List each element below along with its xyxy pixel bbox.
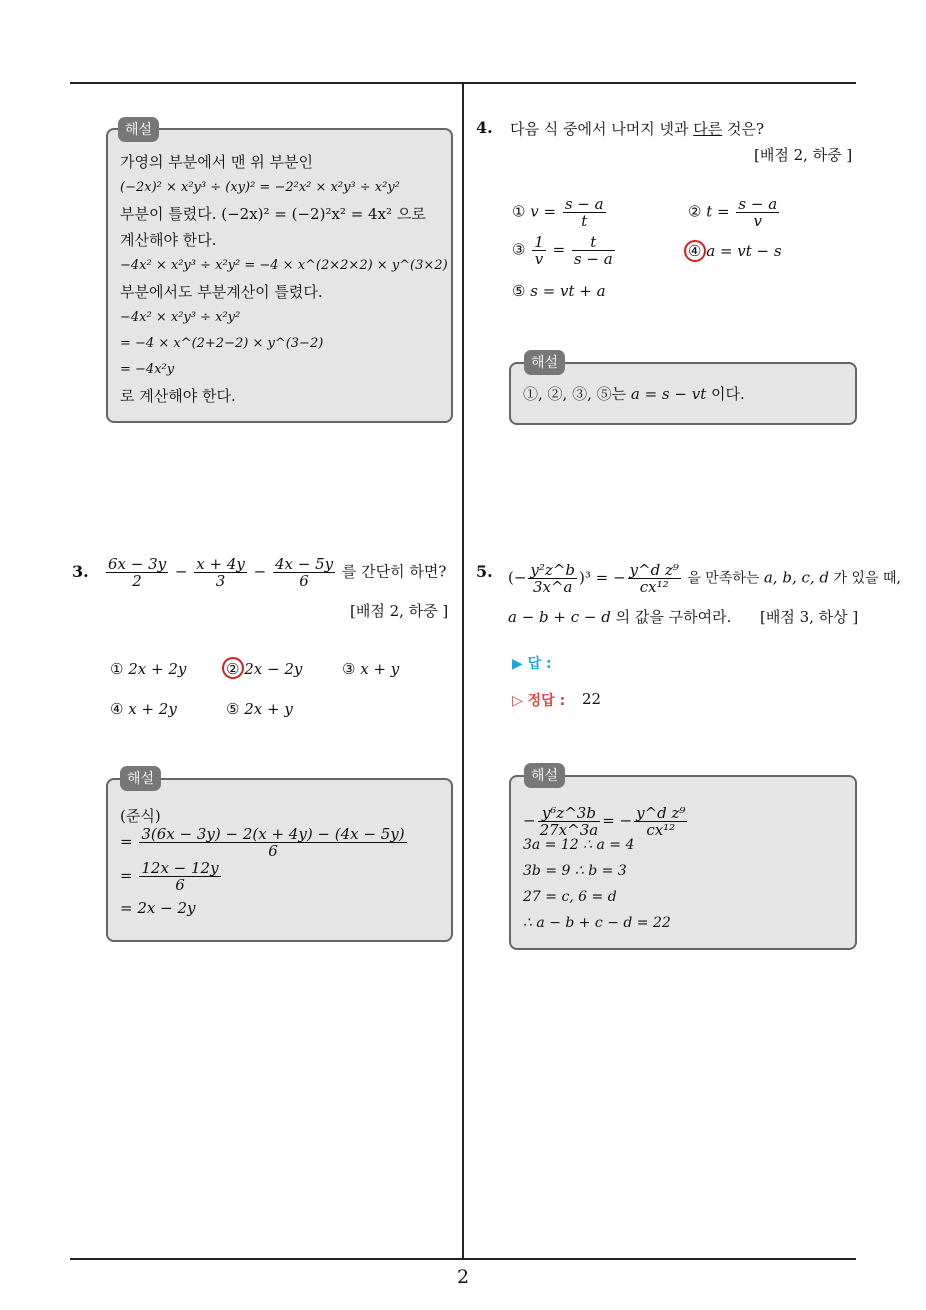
numerator: y²z^b [530, 561, 575, 579]
equals: = [120, 866, 133, 885]
denominator: 2 [132, 572, 142, 590]
option-1[interactable] [512, 196, 608, 229]
question-text [104, 556, 446, 589]
numerator: x + 4y [196, 555, 245, 573]
option-text: 2x + 2y [128, 660, 187, 678]
option-text: a = vt − s [706, 242, 782, 260]
question-text-tail: 를 간단히 하면? [341, 562, 447, 581]
sol-line: ∴ a − b + c − d = 22 [523, 915, 671, 931]
denominator: t [581, 212, 588, 230]
fraction [538, 805, 601, 838]
sol-line: 27 = c, 6 = d [523, 889, 617, 905]
denominator: 27x^3a [539, 821, 599, 839]
sol-math: a = s − vt [630, 385, 707, 403]
equals: = − [602, 811, 633, 830]
denominator: v [753, 212, 762, 230]
denominator: 3 [215, 572, 226, 590]
solution-tag: 해설 [524, 350, 565, 375]
question-text-3: 의 값을 구하여라. [610, 608, 732, 626]
option-text: 2x + y [244, 700, 293, 718]
sol-text-b: 이다. [706, 385, 745, 403]
numerator: y^d z⁹ [629, 561, 679, 579]
correct-answer-label: ▷ 정답 : [512, 693, 566, 709]
sol-line: (준식) [120, 807, 161, 825]
column-divider [462, 84, 464, 1258]
selected-answer-circle [222, 657, 244, 679]
option-mark: ② [688, 202, 702, 221]
denominator: s − a [573, 250, 613, 268]
numerator: 12x − 12y [141, 859, 219, 877]
option-text: s = vt + a [530, 282, 606, 300]
sol-line: 3b = 9 ∴ b = 3 [523, 863, 627, 879]
question-text [510, 118, 764, 139]
minus-sign: − [174, 562, 188, 581]
fraction [563, 196, 606, 229]
score-label: [배점 3, 하상 ] [760, 608, 859, 626]
numerator: 4x − 5y [275, 555, 334, 573]
score-label: [배점 2, 하중 ] [350, 602, 449, 620]
denominator: cx¹² [639, 578, 669, 596]
denominator: v [534, 250, 544, 268]
option-mark: ③ [342, 660, 356, 678]
option-lhs: v = [530, 202, 557, 221]
answer-label: ▶ 답 : [512, 656, 552, 672]
option-text: x + y [360, 660, 400, 678]
equals: = [552, 240, 566, 259]
question-text-1: 을 만족하는 [682, 570, 764, 587]
fraction [273, 556, 335, 589]
option-3[interactable] [512, 234, 617, 267]
question-text-underlined: 다른 [693, 120, 723, 138]
score-label: [배점 2, 하중 ] [754, 146, 853, 164]
question-text [508, 562, 901, 595]
variables: a, b, c, d [763, 568, 830, 587]
option-mark: ④ [688, 242, 702, 260]
sol-text-a: ①, ②, ③, ⑤는 [523, 385, 631, 403]
fraction [194, 556, 247, 589]
option-mark: ② [226, 660, 240, 678]
option-4[interactable] [110, 700, 177, 718]
fraction [572, 234, 615, 267]
denominator: 6 [299, 572, 309, 590]
option-mark: ① [512, 202, 526, 221]
sol-line: = −4x²y [120, 362, 175, 377]
sol-line: −4x² × x²y³ ÷ x²y² [120, 310, 241, 325]
option-text: 2x − 2y [244, 660, 303, 678]
fraction [139, 826, 406, 859]
page-number: 2 [456, 1266, 470, 1288]
fraction [139, 860, 220, 893]
solution-box-q3 [106, 778, 453, 942]
solution-box-top-left [106, 128, 453, 423]
fraction [628, 562, 681, 595]
fraction [528, 562, 577, 595]
question-number: 3. [72, 562, 89, 581]
sol-line: 부분이 틀렸다. (−2x)² = (−2)²x² = 4x² 으로 [120, 205, 426, 223]
numerator: 1 [534, 233, 544, 251]
sol-line: = −4 × x^(2+2−2) × y^(3−2) [120, 336, 324, 351]
question-text-b: 것은? [722, 120, 765, 138]
solution-tag: 해설 [120, 766, 161, 791]
expression: a − b + c − d [508, 608, 611, 626]
fraction [532, 234, 546, 267]
question-text-2: 가 있을 때, [829, 570, 901, 587]
numerator: s − a [738, 195, 778, 213]
sol-line: = 2x − 2y [120, 899, 196, 917]
numerator: 3(6x − 3y) − 2(x + 4y) − (4x − 5y) [141, 825, 405, 843]
equals: = [120, 832, 133, 851]
sol-line: (−2x)² × x²y³ ÷ (xy)² = −2²x² × x²y³ ÷ x²y² [120, 180, 400, 195]
numerator: y⁶z^3b [538, 805, 601, 822]
sol-line [120, 826, 409, 859]
minus-sign: − [253, 562, 267, 581]
question-text-a: 다음 식 중에서 나머지 넷과 [510, 120, 694, 138]
sol-line: −4x² × x²y³ ÷ x²y² = −4 × x^(2×2×2) × y^(3×2) [120, 258, 448, 273]
solution-box-q5 [509, 775, 857, 950]
sol-line: 로 계산해야 한다. [120, 387, 236, 405]
denominator: 6 [268, 842, 278, 860]
question-number: 5. [476, 562, 493, 581]
option-lhs: t = [706, 202, 730, 221]
sol-line: 부분에서도 부분계산이 틀렸다. [120, 283, 323, 301]
sol-line [523, 384, 745, 404]
option-2[interactable] [688, 196, 781, 229]
sol-line [523, 805, 689, 838]
paren-close: )³ = − [578, 568, 626, 587]
sol-line: 3a = 12 ∴ a = 4 [523, 837, 635, 853]
denominator: cx¹² [646, 821, 676, 839]
option-mark: ⑤ [512, 282, 526, 300]
option-mark: ⑤ [226, 700, 240, 718]
numerator: 6x − 3y [108, 555, 167, 573]
paren-open: (− [508, 568, 527, 587]
sol-line: 계산해야 한다. [120, 231, 217, 249]
correct-answer-value: 22 [582, 690, 602, 708]
denominator: 6 [175, 876, 185, 894]
fraction [736, 196, 779, 229]
option-mark: ① [110, 660, 124, 678]
option-text: x + 2y [128, 700, 177, 718]
selected-answer-circle [684, 240, 706, 262]
denominator: 3x^a [532, 578, 573, 596]
option-3[interactable] [342, 660, 399, 678]
option-mark: ④ [110, 700, 124, 718]
question-text-line2 [508, 606, 731, 627]
numerator: s − a [564, 195, 604, 213]
numerator: t [572, 234, 615, 251]
option-5[interactable] [512, 282, 606, 300]
sol-line: 가영의 부분에서 맨 위 부분인 [120, 153, 313, 171]
solution-tag: 해설 [118, 117, 159, 142]
numerator: y^d z⁹ [636, 804, 686, 822]
solution-tag: 해설 [524, 763, 565, 788]
question-number: 4. [476, 118, 493, 137]
sol-line [120, 860, 223, 893]
fraction [634, 805, 687, 838]
fraction [106, 556, 168, 589]
option-1[interactable] [110, 660, 186, 678]
bottom-rule [70, 1258, 856, 1260]
neg-sign: − [523, 811, 536, 830]
option-mark: ③ [512, 240, 526, 259]
option-5[interactable] [226, 700, 293, 718]
